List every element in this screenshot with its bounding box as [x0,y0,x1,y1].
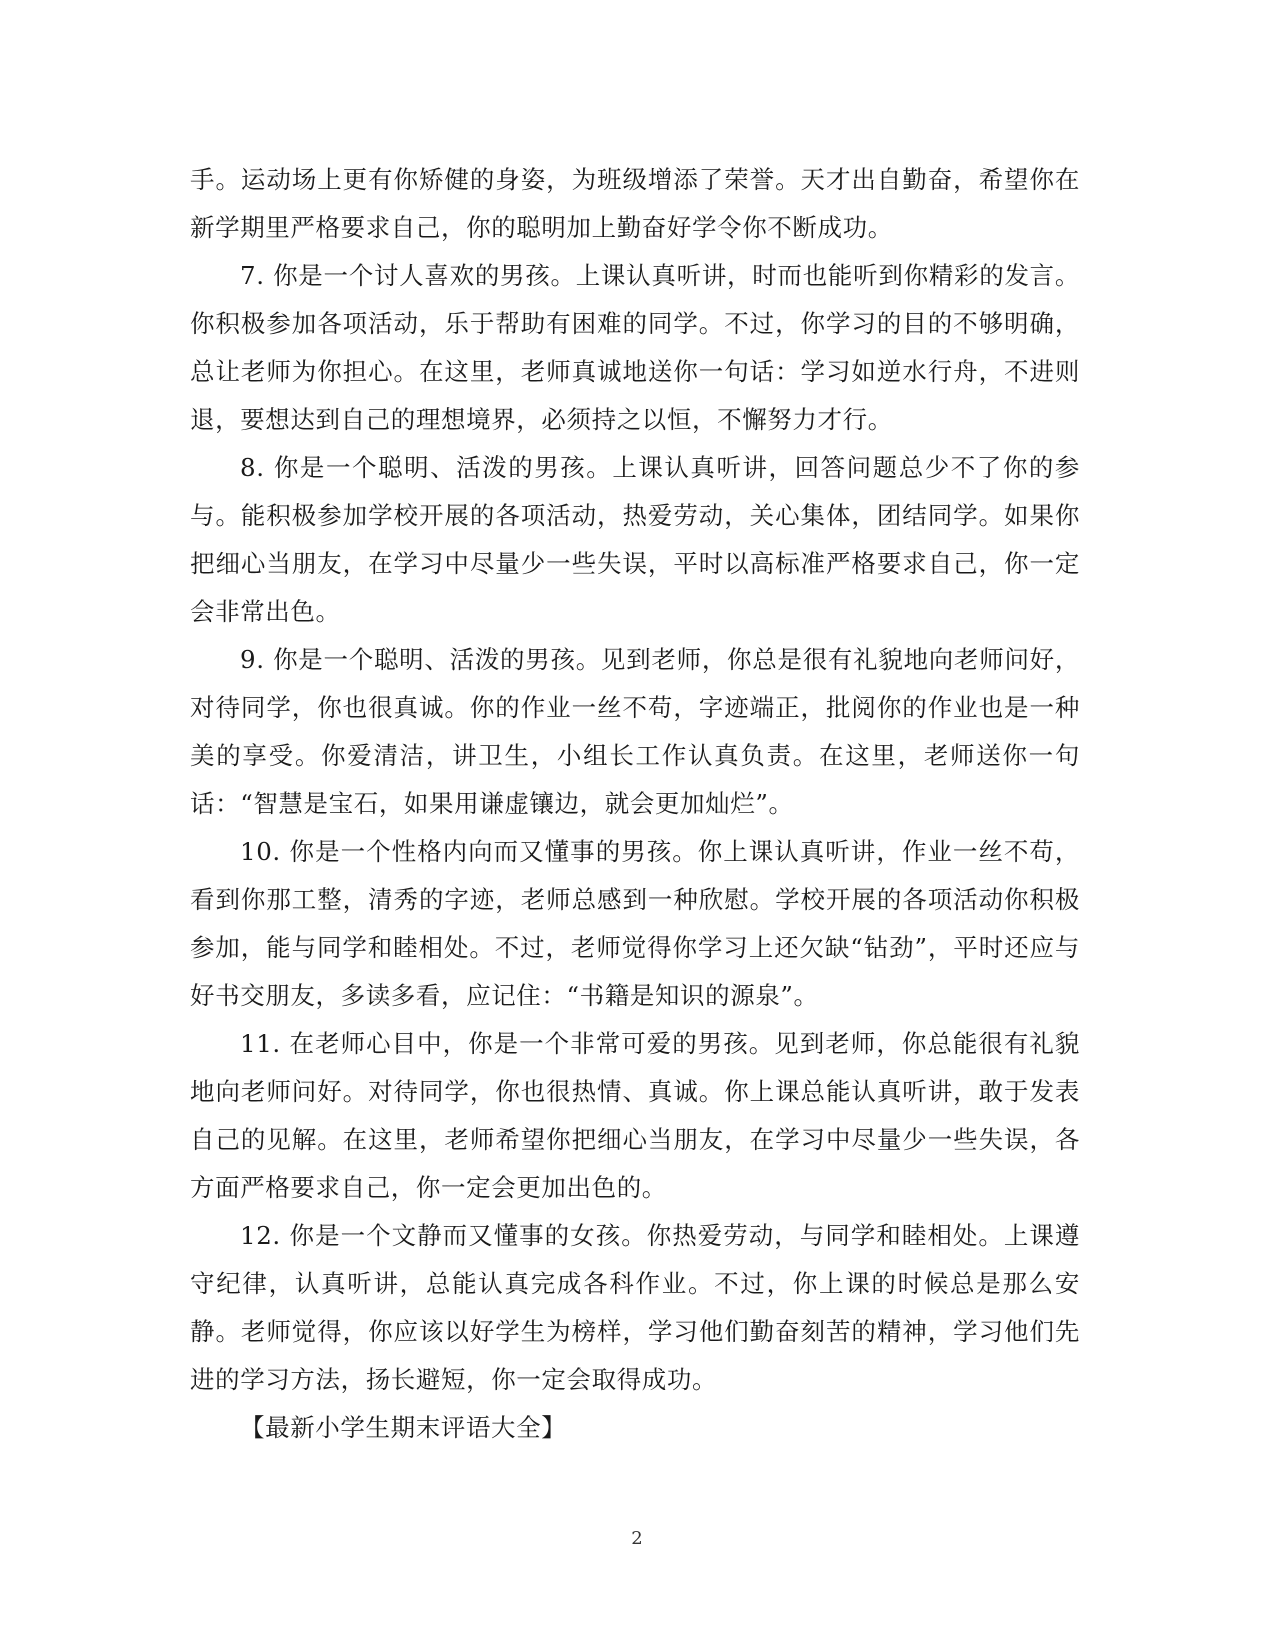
paragraph-continuation: 手。运动场上更有你矫健的身姿，为班级增添了荣誉。天才出自勤奋，希望你在新学期里严格要求自己，你的聪明加上勤奋好学令你不断成功。 [190,165,1080,242]
paragraph-comment-7: 7. 你是一个讨人喜欢的男孩。上课认真听讲，时而也能听到你精彩的发言。你积极参加各项活动，乐于帮助有困难的同学。不过，你学习的目的不够明确，总让老师为你担心。在这里，老师真诚地送你一句话：学习如逆水行舟，不进则退，要想达到自己的理想境界，必须持之以恒，不懈努力才行。 [190,261,1080,434]
page-number: 2 [631,1528,643,1549]
paragraph-comment-9: 9. 你是一个聪明、活泼的男孩。见到老师，你总是很有礼貌地向老师问好，对待同学，你也很真诚。你的作业一丝不苟，字迹端正，批阅你的作业也是一种美的享受。你爱清洁，讲卫生，小组长工作认真负责。在这里，老师送你一句话：“智慧是宝石，如果用谦虚镶边，就会更加灿烂”。 [190,645,1080,818]
paragraph-comment-12: 12. 你是一个文静而又懂事的女孩。你热爱劳动，与同学和睦相处。上课遵守纪律，认真听讲，总能认真完成各科作业。不过，你上课的时候总是那么安静。老师觉得，你应该以好学生为榜样，学习他们勤奋刻苦的精神，学习他们先进的学习方法，扬长避短，你一定会取得成功。 [190,1221,1080,1394]
section-heading: 【最新小学生期末评语大全】 [240,1413,567,1442]
paragraph-comment-11: 11. 在老师心目中，你是一个非常可爱的男孩。见到老师，你总能很有礼貌地向老师问好。对待同学，你也很热情、真诚。你上课总能认真听讲，敢于发表自己的见解。在这里，老师希望你把细心当朋友，在学习中尽量少一些失误，各方面严格要求自己，你一定会更加出色的。 [190,1029,1080,1202]
paragraph-comment-8: 8. 你是一个聪明、活泼的男孩。上课认真听讲，回答问题总少不了你的参与。能积极参加学校开展的各项活动，热爱劳动，关心集体，团结同学。如果你把细心当朋友，在学习中尽量少一些失误，平时以高标准严格要求自己，你一定会非常出色。 [190,453,1080,626]
document-body [190,156,1080,1452]
paragraph-comment-10: 10. 你是一个性格内向而又懂事的男孩。你上课认真听讲，作业一丝不苟，看到你那工整，清秀的字迹，老师总感到一种欣慰。学校开展的各项活动你积极参加，能与同学和睦相处。不过，老师觉得你学习上还欠缺“钻劲”，平时还应与好书交朋友，多读多看，应记住：“书籍是知识的源泉”。 [190,837,1080,1010]
